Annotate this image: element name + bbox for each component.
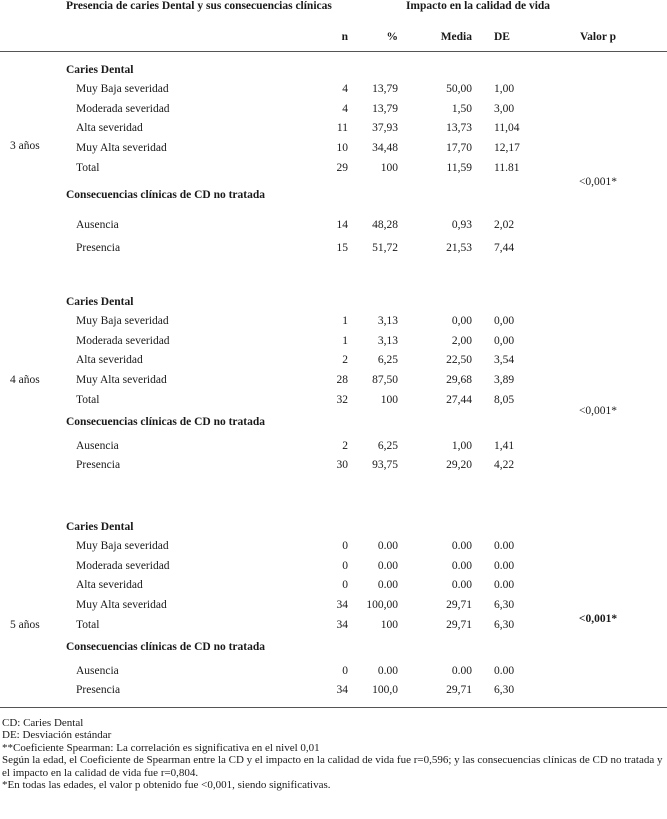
caries-title: Caries Dental [66, 64, 134, 76]
cell-pct: 0.00 [377, 579, 398, 592]
header-right: Impacto en la calidad de vida [405, 0, 551, 12]
row-label: Muy Alta severidad [76, 599, 167, 612]
note-line: DE: Desviación estándar [2, 729, 112, 742]
cell-media: 22,50 [446, 354, 472, 367]
cell-de: 4,22 [494, 458, 515, 471]
cell-pct: 51,72 [372, 241, 398, 254]
col-de: DE [494, 31, 510, 43]
cell-media: 29,71 [446, 683, 472, 696]
row-label: Muy Baja severidad [76, 315, 169, 327]
cell-n: 2 [342, 439, 348, 452]
row-label: Total [76, 618, 100, 631]
table-notes [2, 717, 667, 791]
cell-pct: 100 [380, 161, 398, 174]
consequences-title: Consecuencias clínicas de CD no tratada [66, 415, 266, 428]
cell-n: 28 [336, 374, 348, 387]
cell-pct: 0.00 [377, 559, 398, 572]
cell-pct: 100 [380, 618, 398, 631]
cell-pct: 34,48 [372, 142, 398, 155]
cell-pct: 37,93 [372, 122, 398, 135]
row-label: Presencia [76, 241, 121, 254]
cell-de: 0.00 [494, 579, 515, 592]
col-pct: % [386, 31, 398, 43]
header-rule [0, 51, 667, 52]
cell-media: 13,73 [446, 122, 472, 135]
cell-de: 6,30 [494, 599, 515, 612]
cell-de: 0,00 [494, 334, 515, 347]
cell-n: 14 [336, 218, 348, 231]
cell-media: 0.00 [451, 579, 472, 592]
note-line: CD: Caries Dental [2, 717, 84, 729]
col-media: Media [440, 31, 472, 43]
cell-media: 0,93 [451, 218, 472, 231]
row-label: Total [76, 393, 100, 406]
cell-n: 32 [336, 393, 348, 406]
col-n: n [341, 31, 348, 43]
row-label: Moderada severidad [76, 334, 170, 347]
row-label: Presencia [76, 683, 121, 696]
cell-de: 3,89 [494, 374, 515, 387]
cell-n: 2 [342, 354, 348, 367]
cell-de: 3,00 [494, 102, 515, 115]
cell-pct: 100,0 [372, 683, 398, 696]
cell-n: 11 [336, 122, 348, 135]
cell-n: 4 [342, 102, 348, 115]
cell-de: 0.00 [494, 664, 515, 677]
cell-de: 11.81 [494, 161, 520, 174]
cell-media: 27,44 [446, 393, 472, 406]
cell-media: 29,20 [446, 458, 472, 471]
row-label: Moderada severidad [76, 559, 170, 572]
cell-de: 3,54 [494, 354, 515, 367]
cell-de: 0.00 [494, 559, 515, 572]
cell-media: 29,68 [446, 374, 472, 387]
cell-de: 1,41 [494, 439, 515, 452]
row-label: Muy Baja severidad [76, 540, 169, 552]
row-label: Alta severidad [76, 122, 143, 135]
bottom-rule [0, 707, 667, 708]
cell-de: 12,17 [494, 142, 520, 155]
cell-media: 2,00 [451, 334, 472, 347]
cell-n: 34 [336, 618, 348, 631]
p-value: <0,001* [578, 612, 618, 625]
note-line: Según la edad, el Coeficiente de Spearman entre la CD y el impacto en la calidad de vida fue r=0,596; y las consecuencias clínicas de CD no tratada y el impacto en la calidad de vida fue r=0,804. [2, 754, 663, 779]
cell-pct: 13,79 [372, 83, 398, 95]
header-left: Presencia de caries Dental y sus consecuencias clínicas [66, 0, 332, 12]
cell-media: 21,53 [446, 241, 472, 254]
row-label: Muy Baja severidad [76, 83, 169, 95]
cell-media: 50,00 [446, 83, 472, 95]
cell-n: 15 [336, 241, 348, 254]
cell-pct: 6,25 [377, 439, 398, 452]
cell-de: 6,30 [494, 683, 515, 696]
cell-n: 0 [342, 540, 348, 552]
p-value: <0,001* [578, 404, 618, 417]
age-label: 5 años [10, 618, 40, 631]
col-p: Valor p [579, 31, 617, 43]
cell-n: 1 [342, 334, 348, 347]
cell-pct: 3,13 [377, 334, 398, 347]
caries-title: Caries Dental [66, 296, 134, 308]
cell-media: 0.00 [451, 664, 472, 677]
cell-pct: 100,00 [366, 599, 398, 612]
cell-n: 34 [336, 599, 348, 612]
cell-pct: 100 [380, 393, 398, 406]
cell-media: 0.00 [451, 559, 472, 572]
row-label: Total [76, 161, 100, 174]
cell-n: 34 [336, 683, 348, 696]
row-label: Ausencia [76, 439, 119, 452]
cell-media: 1,00 [451, 439, 472, 452]
cell-n: 1 [342, 315, 348, 327]
cell-n: 0 [342, 559, 348, 572]
cell-de: 8,05 [494, 393, 515, 406]
row-label: Moderada severidad [76, 102, 170, 115]
cell-media: 29,71 [446, 599, 472, 612]
cell-media: 11,59 [446, 161, 472, 174]
cell-pct: 87,50 [372, 374, 398, 387]
cell-n: 0 [342, 579, 348, 592]
row-label: Muy Alta severidad [76, 374, 167, 387]
consequences-title: Consecuencias clínicas de CD no tratada [66, 188, 266, 201]
caries-title: Caries Dental [66, 521, 134, 533]
cell-media: 17,70 [446, 142, 472, 155]
cell-n: 4 [342, 83, 348, 95]
row-label: Ausencia [76, 218, 119, 231]
row-label: Alta severidad [76, 354, 143, 367]
cell-de: 0,00 [494, 315, 515, 327]
cell-media: 0.00 [451, 540, 472, 552]
cell-de: 2,02 [494, 218, 515, 231]
cell-n: 30 [336, 458, 348, 471]
consequences-title: Consecuencias clínicas de CD no tratada [66, 640, 266, 653]
cell-de: 6,30 [494, 618, 515, 631]
age-label: 3 años [10, 140, 40, 153]
cell-media: 29,71 [446, 618, 472, 631]
p-value: <0,001* [578, 175, 618, 188]
cell-n: 0 [342, 664, 348, 677]
cell-de: 0.00 [494, 540, 515, 552]
cell-de: 7,44 [494, 241, 515, 254]
cell-pct: 13,79 [372, 102, 398, 115]
cell-pct: 48,28 [372, 218, 398, 231]
cell-pct: 93,75 [372, 458, 398, 471]
cell-media: 1,50 [451, 102, 472, 115]
row-label: Presencia [76, 458, 121, 471]
cell-n: 10 [336, 142, 348, 155]
note-line: **Coeficiente Spearman: La correlación es significativa en el nivel 0,01 [2, 741, 320, 754]
cell-de: 1,00 [494, 83, 515, 95]
cell-pct: 3,13 [377, 315, 398, 327]
cell-pct: 0.00 [377, 540, 398, 552]
cell-pct: 0.00 [377, 664, 398, 677]
cell-de: 11,04 [494, 122, 520, 135]
cell-media: 0,00 [451, 315, 472, 327]
row-label: Alta severidad [76, 579, 143, 592]
age-label: 4 años [10, 374, 40, 387]
cell-n: 29 [336, 161, 348, 174]
row-label: Muy Alta severidad [76, 142, 167, 155]
note-line: *En todas las edades, el valor p obtenido fue <0,001, siendo significativas. [2, 779, 331, 792]
row-label: Ausencia [76, 664, 119, 677]
cell-pct: 6,25 [377, 354, 398, 367]
